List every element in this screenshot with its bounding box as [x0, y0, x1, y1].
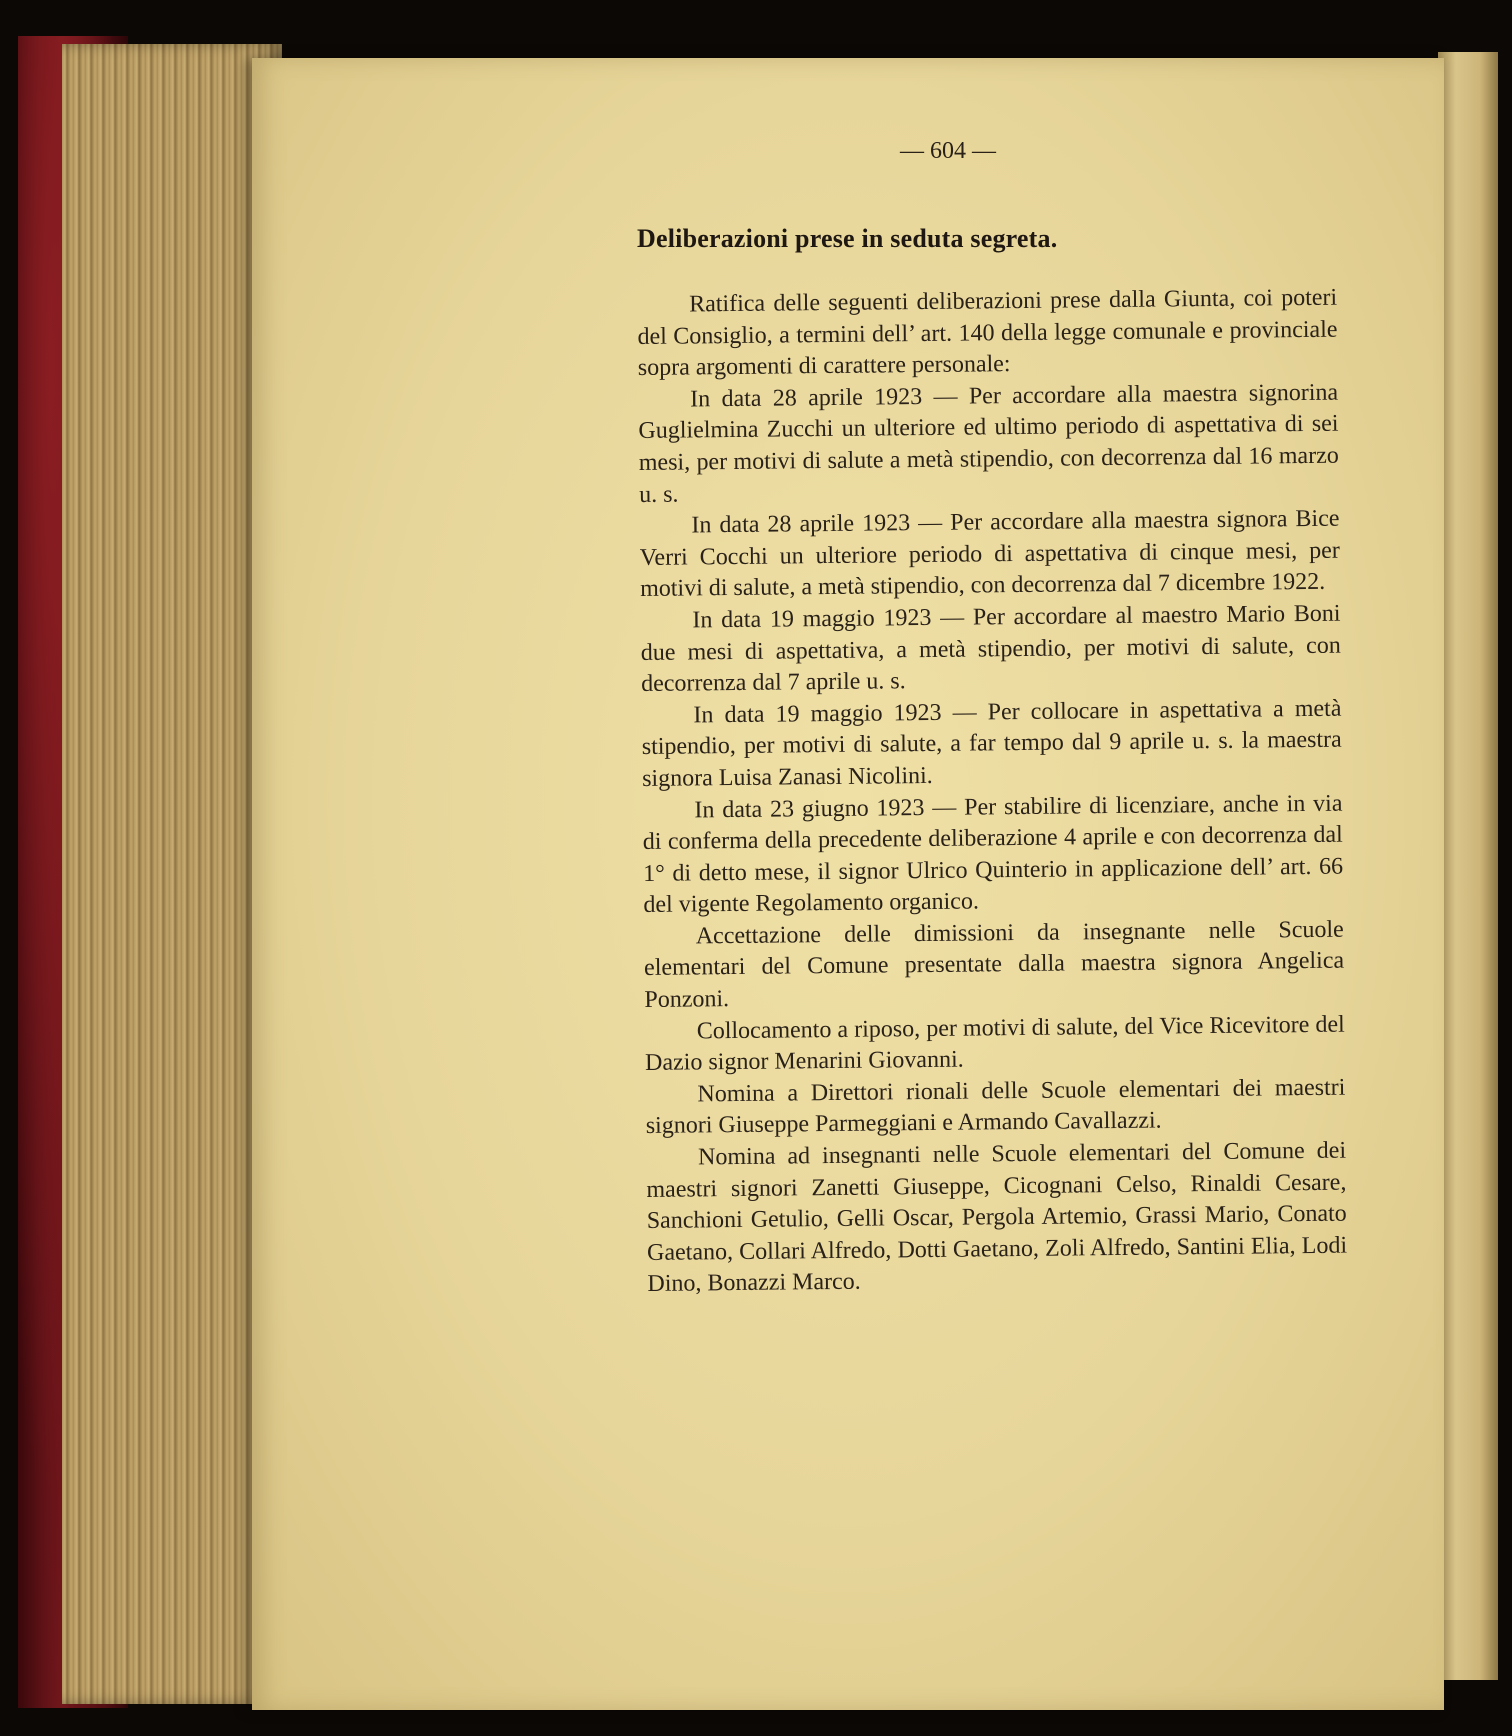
- paragraph: Ratifica delle seguenti deliberazioni prese dalla Giunta, coi poteri del Consiglio, a termini dell’ art. 140 della legge comunale e provinciale sopra argomenti di carattere personale:: [637, 284, 1338, 382]
- paragraph: In data 19 maggio 1923 — Per collocare in aspettativa a metà stipendio, per motivi di salute, a far tempo dal 9 aprile u. s. la maestra signora Luisa Zanasi Nicolini.: [641, 695, 1342, 792]
- page-edges: [62, 44, 282, 1704]
- paragraph: In data 28 aprile 1923 — Per accordare alla maestra signora Bice Verri Cocchi un ulteriore periodo di aspettativa di cinque mesi, per motivi di salute, a metà stipendio, con decorrenza dal 7 dicembre 1922.: [639, 505, 1340, 603]
- paragraph: In data 28 aprile 1923 — Per accordare alla maestra signorina Guglielmina Zucchi un ulteriore ed ultimo periodo di aspettativa di sei mesi, per motivi di salute a metà stipendio, con decorrenza dal 16 marzo u. s.: [638, 379, 1339, 508]
- paragraph: In data 19 maggio 1923 — Per accordare al maestro Mario Boni due mesi di aspettativa, a metà stipendio, per motivi di salute, con decorrenza dal 7 aprile u. s.: [640, 600, 1341, 698]
- facing-page-edge: [1438, 52, 1498, 1680]
- paragraph: In data 23 giugno 1923 — Per stabilire di licenziare, anche in via di conferma della precedente deliberazione 4 aprile e con decorrenza dal 1° di detto mese, il signor Ulrico Quinterio in applicazione dell’ art. 66 del vigente Regolamento organico.: [642, 790, 1344, 919]
- paragraph: Nomina a Direttori rionali delle Scuole elementari dei maestri signori Giuseppe Parmeggiani e Armando Cavallazzi.: [645, 1074, 1346, 1140]
- page-number: — 604 —: [900, 138, 996, 164]
- paragraph: Collocamento a riposo, per motivi di salute, del Vice Ricevitore del Dazio signor Menarini Giovanni.: [644, 1011, 1345, 1077]
- paragraph: Accettazione delle dimissioni da insegnante nelle Scuole elementari del Comune presentate dalla maestra signora Angelica Ponzoni.: [643, 916, 1345, 1014]
- paragraph: Nomina ad insegnanti nelle Scuole elementari del Comune dei maestri signori Zanetti Giuseppe, Cicognani Celso, Rinaldi Cesare, Sanchioni Getulio, Gelli Oscar, Pergola Artemio, Grassi Mario, Conato Gaetano, Collari Alfredo, Dotti Gaetano, Zoli Alfredo, Santini Elia, Lodi Dino, Bonazzi Marco.: [646, 1137, 1348, 1298]
- book-page: [252, 58, 1444, 1710]
- section-heading: Deliberazioni prese in seduta segreta.: [637, 224, 1058, 253]
- body-text: [637, 283, 1348, 1301]
